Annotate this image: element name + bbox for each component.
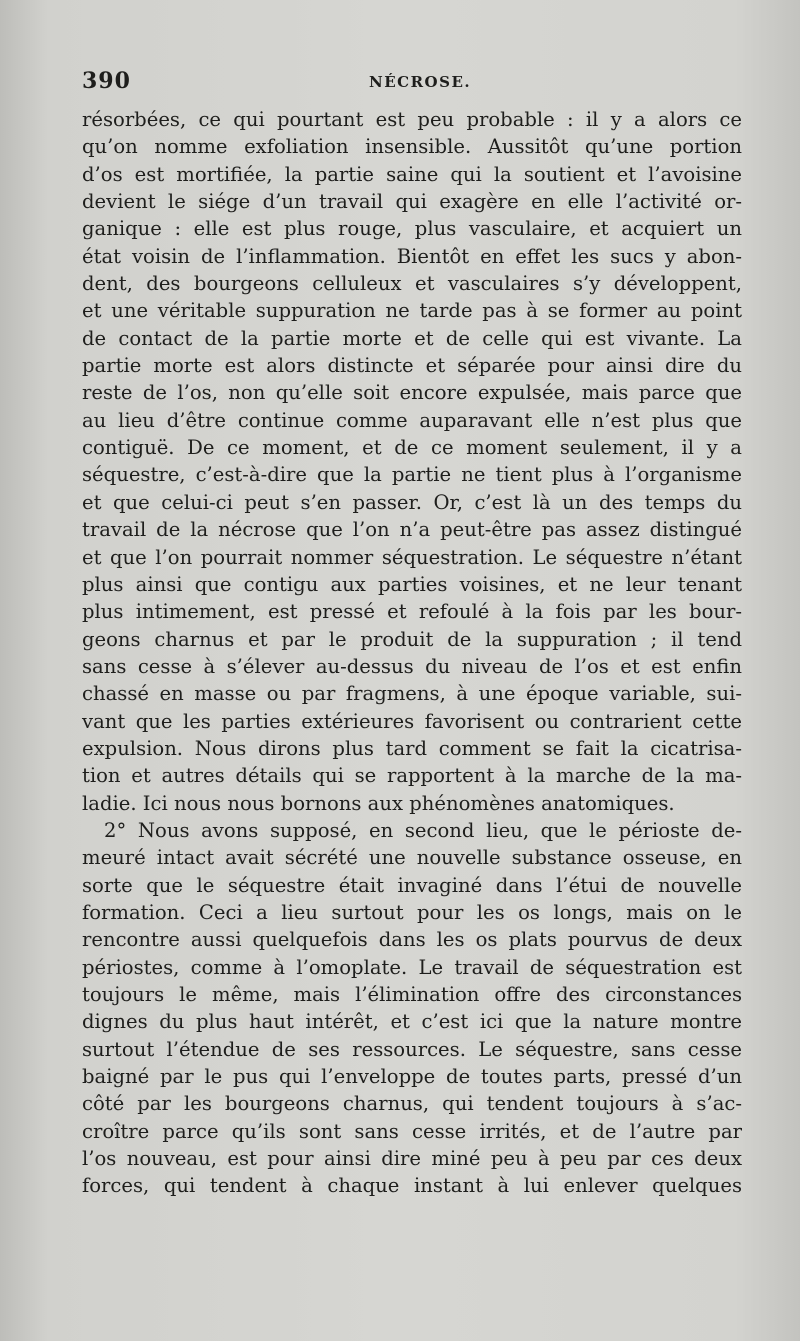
text-line: de contact de la partie morte et de celle qui est vivante. La — [82, 326, 742, 350]
text-line: état voisin de l’inflammation. Bientôt en effet les sucs y abon- — [82, 244, 742, 268]
text-line: l’os nouveau, est pour ainsi dire miné peu à peu par ces deux — [82, 1147, 742, 1171]
text-line: baigné par le pus qui l’enveloppe de toutes parts, pressé d’un — [82, 1065, 742, 1089]
text-line: dignes du plus haut intérêt, et c’est ici que la nature montre — [82, 1010, 742, 1034]
text-line: travail de la nécrose que l’on n’a peut-être pas assez distingué — [82, 518, 742, 542]
text-line: et que l’on pourrait nommer séquestration. Le séquestre n’étant — [82, 545, 742, 569]
paragraph-last-line: ladie. Ici nous nous bornons aux phénomènes anatomiques. — [82, 791, 675, 815]
text-line: séquestre, c’est-à-dire que la partie ne tient plus à l’organisme — [82, 463, 742, 487]
text-line: et que celui-ci peut s’en passer. Or, c’est là un des temps du — [82, 490, 742, 514]
text-line: ganique : elle est plus rouge, plus vasculaire, et acquiert un — [82, 217, 742, 241]
text-line: devient le siége d’un travail qui exagère en elle l’activité or- — [82, 190, 742, 214]
text-line: contiguë. De ce moment, et de ce moment seulement, il y a — [82, 436, 742, 460]
text-line: expulsion. Nous dirons plus tard comment se fait la cicatrisa- — [82, 736, 742, 760]
text-line: chassé en masse ou par fragmens, à une époque variable, sui- — [82, 682, 742, 706]
paragraph-first-line: 2° Nous avons supposé, en second lieu, que le périoste de- — [104, 818, 742, 842]
text-line: geons charnus et par le produit de la suppuration ; il tend — [82, 627, 742, 651]
text-line: dent, des bourgeons celluleux et vasculaires s’y développent, — [82, 272, 742, 296]
text-line: plus ainsi que contigu aux parties voisines, et ne leur tenant — [82, 572, 742, 596]
text-line: meuré intact avait sécrété une nouvelle substance osseuse, en — [82, 846, 742, 870]
running-title: NÉCROSE. — [369, 73, 472, 91]
text-line: vant que les parties extérieures favorisent ou contrarient cette — [82, 709, 742, 733]
page-number: 390 — [82, 68, 131, 94]
text-line: plus intimement, est pressé et refoulé à la fois par les bour- — [82, 600, 742, 624]
text-line: reste de l’os, non qu’elle soit encore expulsée, mais parce que — [82, 381, 742, 405]
text-line: surtout l’étendue de ses ressources. Le séquestre, sans cesse — [82, 1037, 742, 1061]
body-text — [82, 106, 742, 1200]
text-line: d’os est mortifiée, la partie saine qui la soutient et l’avoisine — [82, 162, 742, 186]
text-line: qu’on nomme exfoliation insensible. Aussitôt qu’une portion — [82, 135, 742, 159]
text-line: forces, qui tendent à chaque instant à lui enlever quelques — [82, 1174, 742, 1198]
text-line: côté par les bourgeons charnus, qui tendent toujours à s’ac- — [82, 1092, 742, 1116]
text-line: croître parce qu’ils sont sans cesse irrités, et de l’autre par — [82, 1119, 742, 1143]
text-line: toujours le même, mais l’élimination offre des circonstances — [82, 983, 742, 1006]
text-line: résorbées, ce qui pourtant est peu probable : il y a alors ce — [82, 108, 742, 131]
text-line: formation. Ceci a lieu surtout pour les os longs, mais on le — [82, 900, 742, 924]
page-header — [82, 68, 742, 98]
text-line: partie morte est alors distincte et séparée pour ainsi dire du — [82, 354, 742, 378]
text-line: tion et autres détails qui se rapportent à la marche de la ma- — [82, 764, 742, 788]
text-line: et une véritable suppuration ne tarde pas à se former au point — [82, 299, 742, 323]
text-line: sorte que le séquestre était invaginé dans l’étui de nouvelle — [82, 873, 742, 897]
text-line: sans cesse à s’élever au-dessus du niveau de l’os et est enfin — [82, 654, 742, 678]
text-line: rencontre aussi quelquefois dans les os plats pourvus de deux — [82, 928, 742, 952]
text-line: au lieu d’être continue comme auparavant elle n’est plus que — [82, 408, 742, 432]
text-line: périostes, comme à l’omoplate. Le travail de séquestration est — [82, 955, 742, 979]
